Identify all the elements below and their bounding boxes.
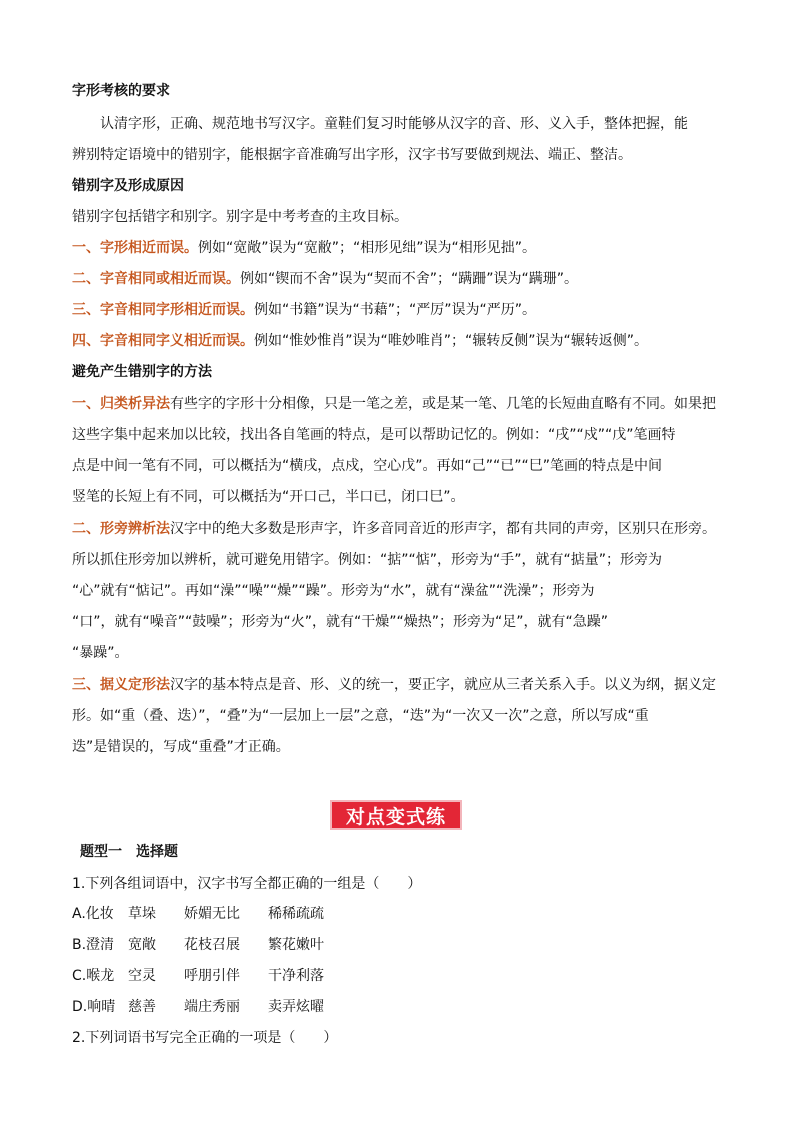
method-line: 竖笔的长短上有不同，可以概括为“开口己，半口已，闭口巳”。: [72, 489, 465, 505]
question-1: 1.下列各组词语中，汉字书写全都正确的一组是（ ）: [72, 876, 422, 892]
option-word: 卖弄炫曜: [268, 999, 324, 1015]
paragraph-line: 辨别特定语境中的错别字，能根据字音准确写出字形，汉字书写要做到规法、端正、整洁。: [72, 147, 632, 163]
method-line: 迭”是错误的，写成“重叠”才正确。: [72, 739, 290, 755]
method-line: [72, 519, 722, 539]
method-line: “暴躁”。: [72, 645, 129, 661]
method-line: 所以抓住形旁加以辨析，就可避免用错字。例如：“掂”“惦”，形旁为“手”，就有“掂量”；形旁为: [72, 552, 663, 568]
option-word: C.喉龙: [72, 968, 115, 984]
practice-banner-text: 对点变式练: [345, 805, 446, 828]
method-label: 一、归类析异法: [72, 396, 170, 412]
cause-item: [72, 331, 722, 351]
method-line: 形。如“重（叠、迭）”，“叠”为“一层加上一层”之意，“迭”为“一次又一次”之意，所以写成“重: [72, 708, 649, 724]
option-word: 繁花嫩叶: [268, 937, 324, 953]
option-word: A.化妆: [72, 906, 114, 922]
cause-label: 二、字音相同或相近而误。: [72, 271, 240, 287]
method-line: 这些字集中起来加以比较，找出各自笔画的特点，是可以帮助记忆的。例如：“戌”“戍”“戊”笔画特: [72, 427, 676, 443]
cause-label: 四、字音相同字义相近而误。: [72, 333, 254, 349]
option-word: 稀稀疏疏: [268, 906, 324, 922]
method-text: 汉字中的绝大多数是形声字，许多音同音近的形声字，都有共同的声旁，区别只在形旁。: [170, 521, 716, 537]
paragraph-line: 认清字形，正确、规范地书写汉字。童鞋们复习时能够从汉字的音、形、义入手，整体把握，能: [100, 116, 688, 132]
question-2: 2.下列词语书写完全正确的一项是（ ）: [72, 1030, 338, 1046]
method-text: 汉字的基本特点是音、形、义的统一，要正字，就应从三者关系入手。以义为纲，据义定: [170, 677, 716, 693]
option-word: 干净利落: [268, 968, 324, 984]
method-line: “口”，就有“噪音”“鼓噪”；形旁为“火”，就有“干燥”“燥热”；形旁为“足”，就有“急躁”: [72, 614, 609, 630]
option-b: [72, 935, 324, 955]
method-label: 三、据义定形法: [72, 677, 170, 693]
option-word: 呼朋引伴: [184, 968, 240, 984]
option-word: 草垛: [128, 906, 156, 922]
heading-methods: 避免产生错别字的方法: [72, 364, 212, 380]
option-c: [72, 966, 324, 986]
cause-text: 例如“宽敞”误为“宽敝”；“相形见绌”误为“相形见拙”。: [198, 240, 537, 256]
option-a: [72, 904, 324, 924]
method-line: [72, 394, 722, 414]
cause-item: [72, 300, 722, 320]
heading-causes: 错别字及形成原因: [72, 178, 184, 194]
option-word: D.响晴: [72, 999, 116, 1015]
question-type-heading: 题型一 选择题: [80, 844, 178, 860]
option-word: 宽敞: [128, 937, 156, 953]
paragraph-line: 错别字包括错字和别字。别字是中考考查的主攻目标。: [72, 209, 408, 225]
option-word: B.澄清: [72, 937, 115, 953]
cause-label: 三、字音相同字形相近而误。: [72, 302, 254, 318]
cause-text: 例如“书籍”误为“书藉”；“严厉”误为“严历”。: [254, 302, 537, 318]
option-word: 娇媚无比: [184, 906, 240, 922]
option-word: 花枝召展: [184, 937, 240, 953]
option-word: 空灵: [128, 968, 156, 984]
method-line: 点是中间一笔有不同，可以概括为“横戌，点戍，空心戊”。再如“己”“已”“巳”笔画的特点是中间: [72, 458, 663, 474]
method-line: “心”就有“惦记”。再如“澡”“噪”“燥”“躁”。形旁为“水”，就有“澡盆”“洗澡”；形旁为: [72, 583, 595, 599]
cause-label: 一、字形相近而误。: [72, 240, 198, 256]
option-word: 慈善: [128, 999, 156, 1015]
option-word: 端庄秀丽: [184, 999, 240, 1015]
method-line: [72, 675, 722, 695]
heading-requirements: 字形考核的要求: [72, 83, 170, 99]
cause-text: 例如“惟妙惟肖”误为“唯妙唯肖”；“辗转反侧”误为“辗转返侧”。: [254, 333, 649, 349]
practice-banner: [330, 800, 462, 830]
method-label: 二、形旁辨析法: [72, 521, 170, 537]
cause-item: [72, 238, 722, 258]
option-d: [72, 997, 324, 1017]
method-text: 有些字的字形十分相像，只是一笔之差，或是某一笔、几笔的长短曲直略有不同。如果把: [170, 396, 716, 412]
cause-text: 例如“锲而不舍”误为“契而不舍”；“蹒跚”误为“蹒珊”。: [240, 271, 579, 287]
cause-item: [72, 269, 722, 289]
